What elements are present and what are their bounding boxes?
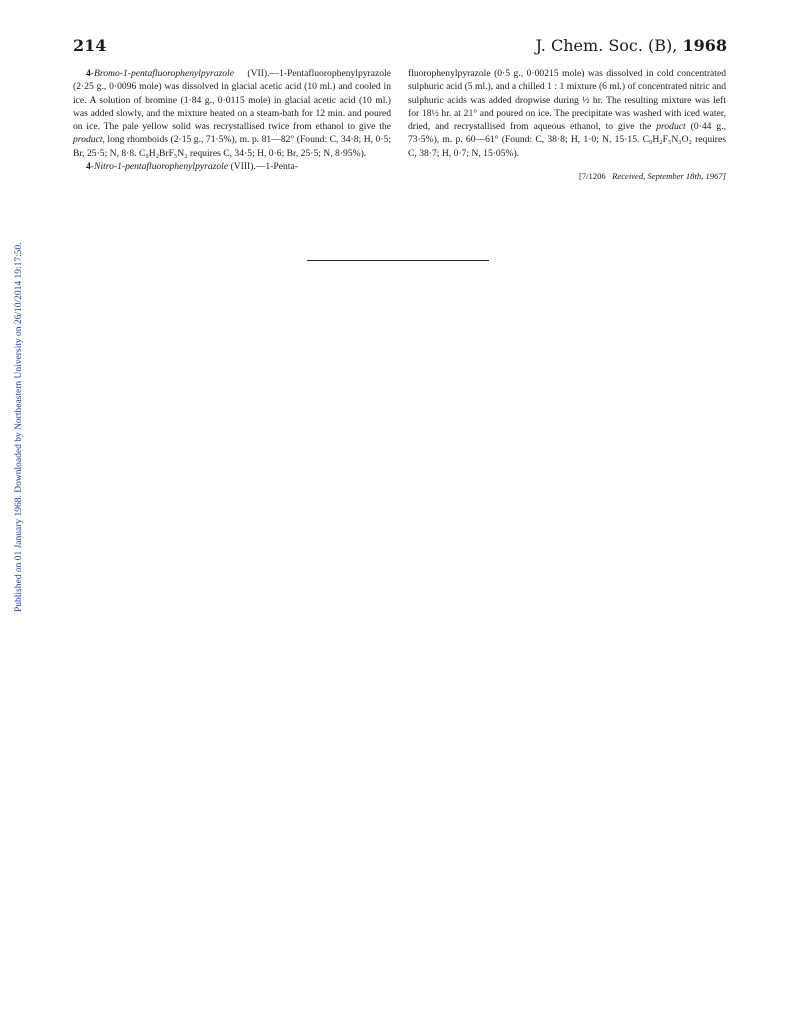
publication-side-note: Published on 01 January 1968. Downloaded by Northeastern University on 26/10/2014 19:17:50. [14,242,24,612]
paragraph-nitro-continued [408,67,726,160]
compound-heading: -Bromo-1-pentafluorophenylpyrazole [90,68,234,79]
paragraph-text: (0·44 g., 73·5%), m. p. 60—61° (Found: C, 38·8; H, 1·0; N, 15·15. C₉H₂F₅N₃O₂ requires C, 38·7; H, 0·7; N, 15·05%). [408,121,727,159]
compound-number: 4 [86,68,91,79]
product-word: product [656,121,686,133]
received-line [408,170,726,183]
compound-heading: -Nitro-1-pentafluorophenylpyrazole [90,161,229,173]
right-column [408,67,726,183]
compound-number: 4 [86,161,91,173]
journal-year: 1968 [682,36,727,55]
paragraph-text: (VII).—1-Pentafluorophenylpyrazole (2·25 g., 0·0096 mole) was dissolved in glacial acetic acid (10 ml.) and cooled in ice. A solution of bromine (1·84 g., 0·0115 mole) in glacial acetic acid (10 ml.) was added slowly, and the mixture heated on a steam-bath for 12 min. and poured on ice. The pale yellow solid was recrystallised twice from ethanol to give the [73,68,391,133]
paragraph-bromo [73,67,391,160]
journal-header [536,36,727,55]
paragraph-nitro [73,160,391,173]
paragraph-text: (VIII).—1-Penta- [228,161,298,173]
paragraph-text: , long rhomboids (2·15 g., 71·5%), m. p. 81—82° (Found: C, 34·8; H, 0·5; Br, 25·5; N, 8·8. C₉H₂BrF₅N₂ requires C, 34·5; H, 0·6; Br, 25·5; N, 8·95%). [73,134,391,159]
manuscript-ref: [7/1206 [578,171,606,182]
page-number: 214 [73,36,107,55]
left-column [73,67,391,173]
product-word: product [73,134,103,146]
received-date: Received, September 18th, 1967] [612,171,726,182]
journal-title: J. Chem. Soc. (B), [535,36,678,55]
end-rule [307,260,489,261]
paragraph-text: fluorophenylpyrazole (0·5 g., 0·00215 mole) was dissolved in cold concentrated sulphuric acid (5 ml.), and a chilled 1 : 1 mixture (6 ml.) of concentrated nitric and sulphuric acids was added dropwise during ½ hr. The resulting mixture was left for 18½ hr. at 21° and poured on ice. The precipitate was washed with iced water, dried, and recrystallised from aqueous ethanol, to give the [408,68,726,133]
